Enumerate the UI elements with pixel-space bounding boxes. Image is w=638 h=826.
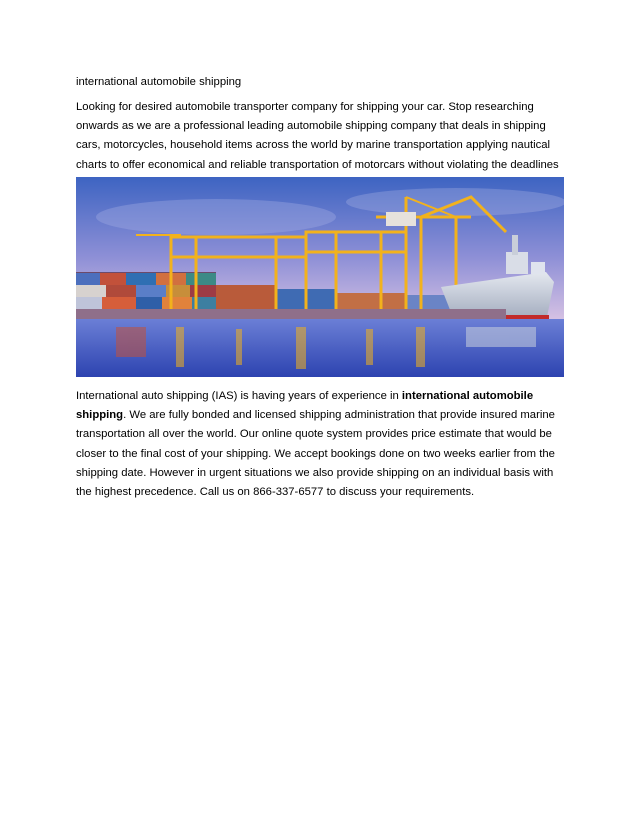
port-photo-illustration [76, 177, 564, 377]
intro-paragraph: Looking for desired automobile transporter company for shipping your car. Stop researching onwards as we are a professional leading automobile shipping company that deals in shipping cars, motorcycles, household items across the world by marine transportation applying nautical charts to offer economical and reliable transportation of motorcars without violating the deadlines [76, 101, 559, 171]
body-paragraph [76, 387, 566, 502]
document-title: international automobile shipping [76, 76, 242, 88]
body-text-end: . We are fully bonded and licensed shipping administration that provide insured marine transportation all over the world. Our online quote system provides price estimate that would be closer to the final cost of your shipping. We accept bookings done on two weeks earlier from the shipping date. However in urgent situations we also provide shipping on an individual basis with the highest precedence. Call us on 866-337-6577 to discuss your requirements. [76, 409, 555, 499]
port-photo [76, 177, 564, 377]
body-text-start: International auto shipping (IAS) is having years of experience in [76, 390, 402, 402]
body-keyword: international automobile shipping [76, 390, 534, 422]
